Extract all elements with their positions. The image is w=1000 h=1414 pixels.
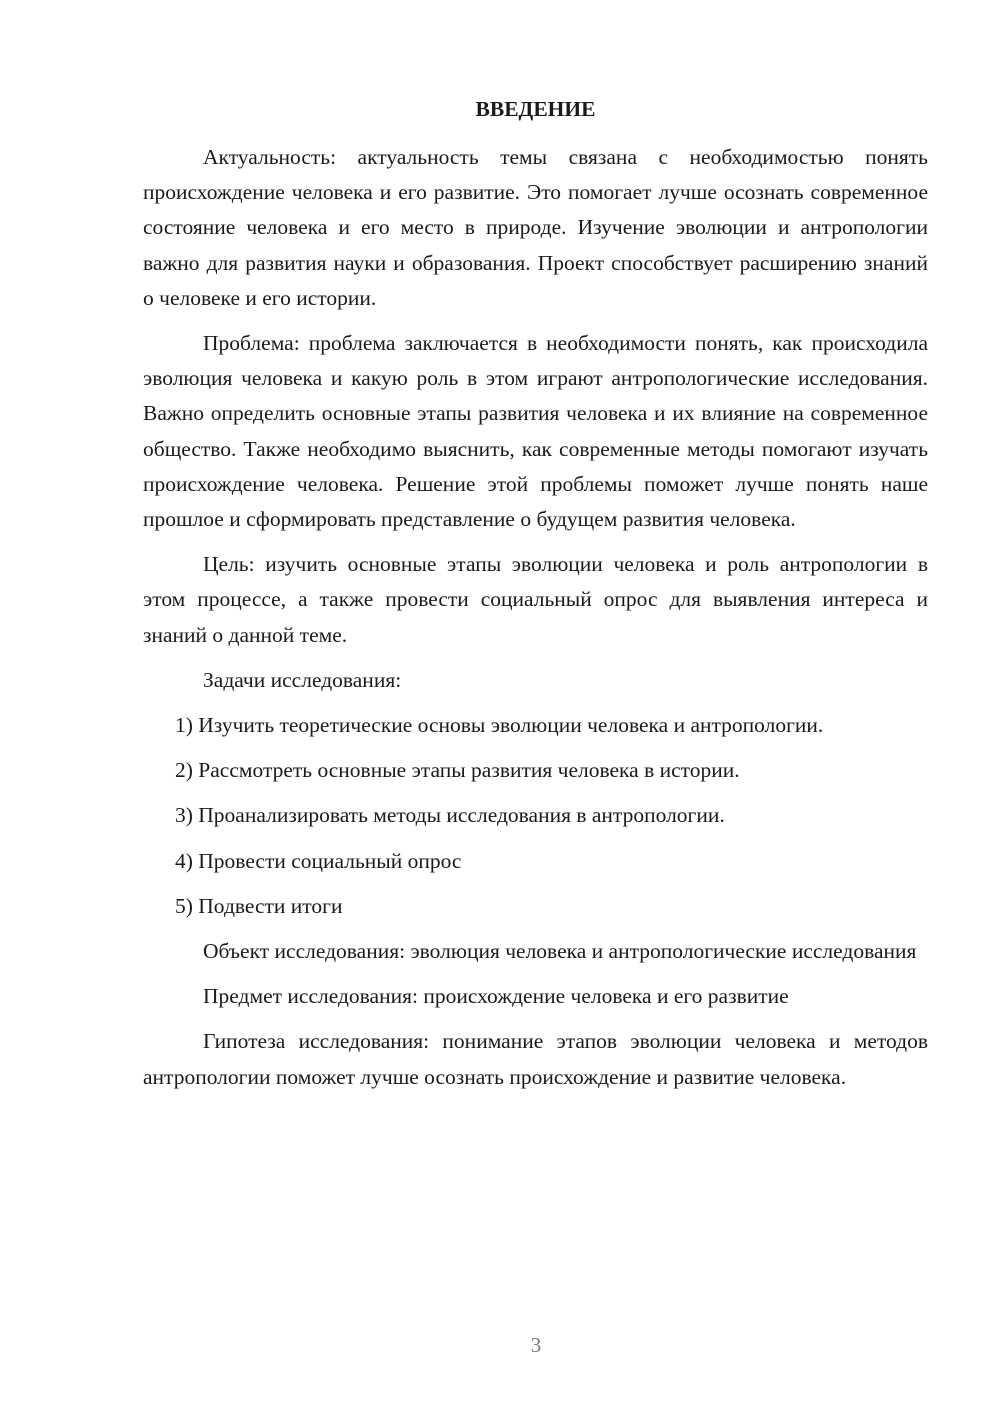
- paragraph-goal: Цель: изучить основные этапы эволюции человека и роль антропологии в этом процессе, а также провести социальный опрос для выявления интереса и знаний о данной теме.: [143, 552, 928, 647]
- paragraph-relevance: Актуальность: актуальность темы связана с необходимостью понять происхождение человека и его развитие. Это помогает лучше осознать современное состояние человека и его место в природе. Изучение эволюции и антропологии важно для развития науки и образования. Проект способствует расширению знаний о человеке и его истории.: [143, 145, 928, 310]
- paragraph-object: Объект исследования: эволюция человека и антропологические исследования: [203, 939, 917, 964]
- list-item: 4) Провести социальный опрос: [175, 848, 462, 873]
- list-item: 3) Проанализировать методы исследования в антропологии.: [175, 803, 725, 828]
- paragraph-problem: Проблема: проблема заключается в необходимости понять, как происходила эволюция человека и какую роль в этом играют антропологические исследования. Важно определить основные этапы развития человека и их влияние на современное общество. Также необходимо выяснить, как современные методы помогают изучать происхождение человека. Решение этой проблемы поможет лучше понять наше прошлое и сформировать представление о будущем развития человека.: [143, 331, 928, 532]
- list-item: 1) Изучить теоретические основы эволюции человека и антропологии.: [175, 713, 824, 738]
- document-page: [143, 94, 928, 1105]
- page-title: ВВЕДЕНИЕ: [475, 97, 596, 121]
- paragraph-subject: Предмет исследования: происхождение человека и его развитие: [203, 984, 789, 1009]
- list-item: 5) Подвести итоги: [175, 893, 343, 918]
- list-item: 2) Рассмотреть основные этапы развития человека в истории.: [175, 758, 740, 783]
- tasks-list: [143, 708, 928, 924]
- paragraph-tasks-heading: Задачи исследования:: [203, 667, 402, 692]
- paragraph-hypothesis: Гипотеза исследования: понимание этапов эволюции человека и методов антропологии поможет лучше осознать происхождение и развитие человека.: [143, 1029, 928, 1089]
- page-number: 3: [530, 1333, 542, 1357]
